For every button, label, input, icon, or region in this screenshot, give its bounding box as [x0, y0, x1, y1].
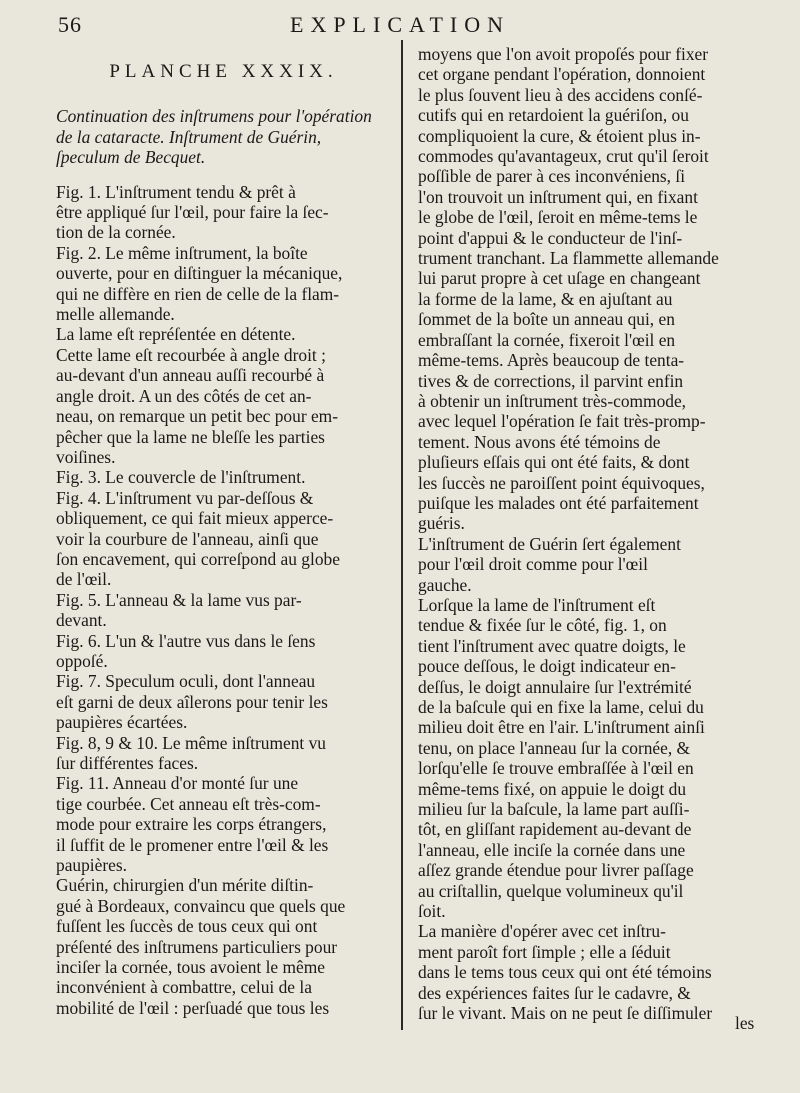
text-line: tion de la cornée. [56, 222, 176, 243]
text-line: La manière d'opérer avec cet inſtru- [418, 921, 666, 942]
caption [56, 106, 391, 167]
text-line: Guérin, chirurgien d'un mérite diſtin- [56, 875, 314, 896]
text-line: mode pour extraire les corps étrangers, [56, 814, 327, 835]
text-line: inconvénient à combattre, celui de la [56, 977, 312, 998]
text-line: oppoſé. [56, 650, 108, 671]
text-line: milieu doit être en l'air. L'inſtrument ainſi [418, 717, 705, 738]
text-line: gué à Bordeaux, convaincu que quels que [56, 895, 346, 916]
text-line: Fig. 7. Speculum oculi, dont l'anneau [56, 671, 316, 692]
page-number: 56 [58, 12, 82, 37]
left-column [56, 44, 391, 1018]
text-line: paupières écartées. [56, 712, 188, 733]
right-body [418, 44, 756, 1024]
caption-line: Continuation des inſtrumens pour l'opération [56, 106, 372, 127]
text-line: le plus ſouvent lieu à des accidens conſé- [418, 84, 703, 105]
text-line: il ſuffit de le promener entre l'œil & les [56, 834, 329, 855]
text-line: les ſuccès ne paroiſſent point équivoques, [418, 472, 705, 493]
text-line: commodes qu'avantageux, crut qu'il ſeroit [418, 146, 709, 167]
text-line: ment paroît fort ſimple ; elle a ſéduit [418, 941, 671, 962]
text-line: inciſer la cornée, tous avoient le même [56, 957, 325, 978]
text-line: compliquoient la cure, & étoient plus in- [418, 125, 701, 146]
text-line: pluſieurs eſſais qui ont été faits, & dont [418, 452, 690, 473]
text-line: ſommet de la boîte un anneau qui, en [418, 309, 675, 330]
text-line: Lorſque la lame de l'inſtrument eſt [418, 594, 656, 615]
text-line: même-tems. Après beaucoup de tenta- [418, 350, 685, 371]
catchword: les [735, 1013, 755, 1033]
text-line: ouverte, pour en diſtinguer la mécanique, [56, 263, 343, 284]
text-line: la forme de la lame, & en ajuſtant au [418, 288, 673, 309]
left-body [56, 182, 391, 1019]
text-line: pour l'œil droit comme pour l'œil [418, 554, 648, 575]
planche-title: PLANCHE XXXIX. [109, 61, 338, 82]
text-line: trument tranchant. La flammette allemande [418, 248, 719, 269]
text-line: embraſſant la cornée, fixeroit l'œil en [418, 329, 676, 350]
text-line: Fig. 4. L'inſtrument vu par-deſſous & [56, 487, 314, 508]
text-line: ſon encavement, qui correſpond au globe [56, 548, 340, 569]
text-line: pouce deſſous, le doigt indicateur en- [418, 656, 676, 677]
text-line: Fig. 3. Le couvercle de l'inſtrument. [56, 467, 306, 488]
text-line: puiſque les malades ont été parfaitement [418, 492, 699, 513]
text-line: Cette lame eſt recourbée à angle droit ; [56, 344, 326, 365]
text-line: mobilité de l'œil : perſuadé que tous les [56, 997, 330, 1018]
text-line: tement. Nous avons été témoins de [418, 431, 661, 452]
text-line: milieu ſur la baſcule, la lame part auſſi- [418, 799, 690, 820]
text-line: aſſez grande étendue pour livrer paſſage [418, 860, 694, 881]
text-line: cutifs qui en retardoient la guériſon, ou [418, 105, 689, 126]
text-line: moyens que l'on avoit propoſés pour fixer [418, 44, 709, 64]
text-line: Fig. 11. Anneau d'or monté ſur une [56, 773, 299, 794]
caption-line: ſpeculum de Becquet. [56, 147, 206, 168]
text-line: tige courbée. Cet anneau eſt très-com- [56, 793, 321, 814]
text-line: tendue & fixée ſur le côté, fig. 1, on [418, 615, 667, 636]
text-line: fuſſent les ſuccès de tous ceux qui ont [56, 916, 318, 937]
text-line: avec lequel l'opération ſe fait très-promp- [418, 411, 706, 432]
text-line: Fig. 6. L'un & l'autre vus dans le ſens [56, 630, 316, 651]
text-line: à obtenir un inſtrument très-commode, [418, 390, 687, 411]
text-line: Fig. 2. Le même inſtrument, la boîte [56, 242, 308, 263]
text-line: gauche. [418, 574, 472, 595]
text-line: l'anneau, elle inciſe la cornée dans une [418, 839, 686, 860]
text-line: cet organe pendant l'opération, donnoient [418, 64, 706, 85]
text-line: devant. [56, 610, 107, 631]
text-line: le globe de l'œil, ſeroit en même-tems le [418, 207, 698, 228]
text-line: tient l'inſtrument avec quatre doigts, le [418, 635, 686, 656]
spacer [56, 168, 391, 182]
text-line: de l'œil. [56, 569, 112, 590]
text-line: Fig. 8, 9 & 10. Le même inſtrument vu [56, 732, 327, 753]
text-line: tenu, on place l'anneau ſur la cornée, & [418, 737, 691, 758]
text-line: qui ne diffère en rien de celle de la flam- [56, 283, 340, 304]
text-line: dans le tems tous ceux qui ont été témoins [418, 962, 712, 983]
text-line: lui parut propre à cet uſage en changeant [418, 268, 701, 289]
text-line: angle droit. A un des côtés de cet an- [56, 385, 312, 406]
text-line: melle allemande. [56, 304, 175, 325]
text-line: l'on trouvoit un inſtrument qui, en fixant [418, 186, 698, 207]
text-line: ſoit. [418, 901, 446, 922]
text-line: être appliqué ſur l'œil, pour faire la ſec- [56, 202, 329, 223]
text-line: Fig. 5. L'anneau & la lame vus par- [56, 589, 302, 610]
text-line: ſur différentes faces. [56, 753, 199, 773]
text-line: paupières. [56, 855, 127, 876]
running-head: EXPLICATION [290, 12, 510, 37]
text-line: voir la courbure de l'anneau, ainſi que [56, 528, 319, 549]
text-line: au-devant d'un anneau auſſi recourbé à [56, 365, 325, 386]
text-line: voiſines. [56, 446, 116, 467]
text-line: préſenté des inſtrumens particuliers pour [56, 936, 338, 957]
text-line: obliquement, ce qui fait mieux apperce- [56, 508, 334, 529]
text-line: La lame eſt repréſentée en détente. [56, 324, 296, 345]
text-line: poſſible de parer à ces inconvéniens, ſi [418, 166, 686, 187]
text-line: eſt garni de deux aîlerons pour tenir les [56, 691, 328, 712]
text-line: ſur le vivant. Mais on ne peut ſe diſſimuler [418, 1003, 713, 1024]
text-line: même-tems fixé, on appuie le doigt du [418, 778, 687, 799]
text-line: tôt, en gliſſant rapidement au-devant de [418, 819, 692, 840]
text-line: guéris. [418, 513, 465, 534]
column-divider [401, 40, 403, 1030]
text-line: lorſqu'elle ſe trouve embraſſée à l'œil en [418, 758, 694, 779]
text-line: deſſus, le doigt annulaire ſur l'extrémité [418, 676, 692, 697]
text-line: des expériences faites ſur le cadavre, & [418, 982, 691, 1003]
text-line: de la baſcule qui en fixe la lame, celui du [418, 697, 704, 717]
text-line: Fig. 1. L'inſtrument tendu & prêt à [56, 181, 296, 202]
text-line: neau, on remarque un petit bec pour em- [56, 406, 339, 427]
right-column [418, 44, 756, 1024]
text-line: tives & de corrections, il parvint enfin [418, 370, 684, 391]
text-line: point d'appui & le conducteur de l'inſ- [418, 227, 683, 248]
text-line: L'inſtrument de Guérin ſert également [418, 533, 681, 554]
text-line: pêcher que la lame ne bleſſe les parties [56, 426, 325, 447]
text-line: au criſtallin, quelque volumineux qu'il [418, 880, 684, 901]
caption-line: de la cataracte. Inſtrument de Guérin, [56, 126, 322, 147]
